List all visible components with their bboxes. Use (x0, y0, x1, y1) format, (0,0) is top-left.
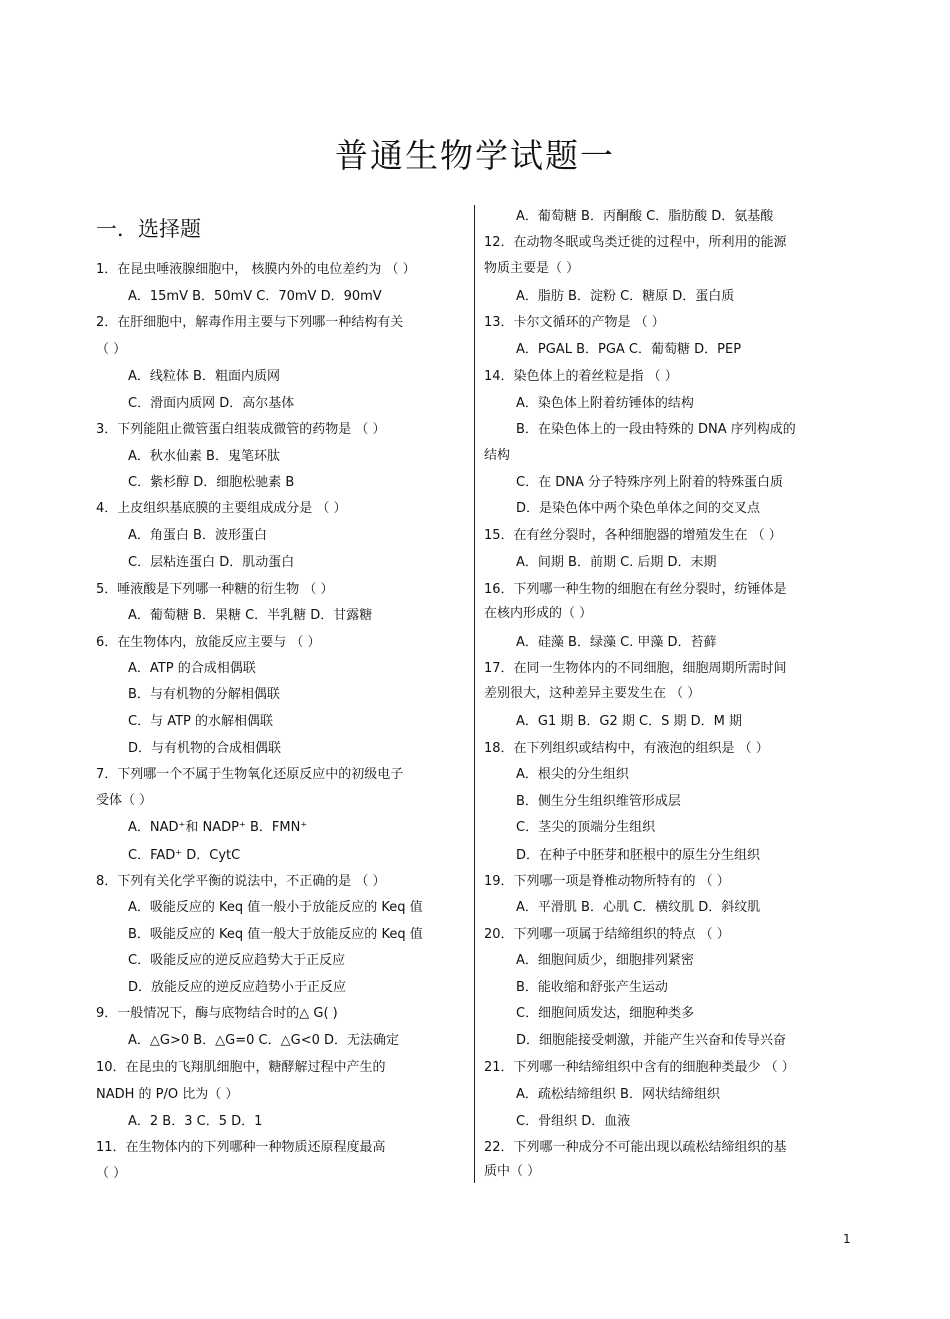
question-line: 11．在生物体内的下列哪种一种物质还原程度最高 (96, 1140, 386, 1155)
answer-option-line: C．细胞间质发达，细胞种类多 (516, 1006, 695, 1021)
answer-option-line: B．与有机物的分解相偶联 (128, 687, 280, 702)
answer-option-line: A．15mV B．50mV C．70mV D．90mV (128, 289, 382, 304)
question-line: 物质主要是（ ） (484, 261, 580, 276)
question-line: 2．在肝细胞中，解毒作用主要与下列哪一种结构有关 (96, 315, 404, 330)
answer-option-line: A．平滑肌 B．心肌 C．横纹肌 D．斜纹肌 (516, 900, 761, 915)
answer-option-line: A．PGAL B．PGA C．葡萄糖 D．PEP (516, 342, 742, 357)
question-line: 质中（ ） (484, 1164, 541, 1179)
question-line: 在核内形成的（ ） (484, 606, 593, 621)
question-line: 14．染色体上的着丝粒是指 （ ） (484, 369, 678, 384)
answer-option-line: A．线粒体 B．粗面内质网 (128, 369, 280, 384)
answer-option-line: A．根尖的分生组织 (516, 767, 629, 782)
answer-option-line: A．疏松结缔组织 B．网状结缔组织 (516, 1087, 720, 1102)
answer-option-line: C．在 DNA 分子特殊序列上附着的特殊蛋白质 (516, 475, 783, 490)
answer-option-line: B．吸能反应的 Keq 值一般大于放能反应的 Keq 值 (128, 927, 423, 942)
answer-option-line: C．紫杉醇 D．细胞松驰素 B (128, 475, 295, 490)
question-line: （ ） (96, 1166, 127, 1181)
answer-option-line: A．葡萄糖 B．丙酮酸 C．脂肪酸 D．氨基酸 (516, 209, 774, 224)
answer-option-line: B．能收缩和舒张产生运动 (516, 980, 668, 995)
question-line: 16．下列哪一种生物的细胞在有丝分裂时，纺锤体是 (484, 582, 787, 597)
answer-option-line: A．硅藻 B．绿藻 C. 甲藻 D．苔藓 (516, 635, 717, 650)
column-divider (474, 205, 475, 1183)
question-line: 5．唾液酸是下列哪一种糖的衍生物 （ ） (96, 582, 334, 597)
answer-option-line: A．2 B．3 C．5 D．1 (128, 1114, 263, 1129)
answer-option-line: C．骨组织 D．血液 (516, 1114, 631, 1129)
answer-option-line: A．脂肪 B．淀粉 C．糖原 D．蛋白质 (516, 289, 735, 304)
answer-option-line: D．细胞能接受刺激，并能产生兴奋和传导兴奋 (516, 1033, 787, 1048)
answer-option-line: A．吸能反应的 Keq 值一般小于放能反应的 Keq 值 (128, 900, 423, 915)
question-line: 21．下列哪一种结缔组织中含有的细胞种类最少 （ ） (484, 1060, 795, 1075)
answer-option-line: A．染色体上附着纺锤体的结构 (516, 396, 694, 411)
answer-option-line: A．细胞间质少，细胞排列紧密 (516, 953, 694, 968)
answer-option-line: D．与有机物的合成相偶联 (128, 741, 282, 756)
answer-option-line: A．间期 B．前期 C. 后期 D．末期 (516, 555, 717, 570)
answer-option-line: D．放能反应的逆反应趋势小于正反应 (128, 980, 347, 995)
question-line: 12．在动物冬眠或鸟类迁徙的过程中，所利用的能源 (484, 235, 787, 250)
answer-option-line: C．与 ATP 的水解相偶联 (128, 714, 274, 729)
answer-option-line: D．是染色体中两个染色单体之间的交叉点 (516, 501, 761, 516)
question-line: 13．卡尔文循环的产物是 （ ） (484, 315, 665, 330)
answer-option-line: C．吸能反应的逆反应趋势大于正反应 (128, 953, 346, 968)
question-line: 17．在同一生物体内的不同细胞，细胞周期所需时间 (484, 661, 787, 676)
question-line: 6．在生物体内，放能反应主要与 （ ） (96, 635, 321, 650)
page-title: 普通生物学试题一 (335, 136, 615, 175)
answer-option-line: A．葡萄糖 B．果糖 C．半乳糖 D．甘露糖 (128, 608, 373, 623)
answer-option-line: A．G1 期 B．G2 期 C．S 期 D．M 期 (516, 714, 742, 729)
question-line: 20．下列哪一项属于结缔组织的特点 （ ） (484, 927, 730, 942)
question-line: 3．下列能阻止微管蛋白组装成微管的药物是 （ ） (96, 422, 386, 437)
question-line: 8．下列有关化学平衡的说法中，不正确的是 （ ） (96, 874, 386, 889)
question-line: 受体（ ） (96, 793, 153, 808)
question-line: （ ） (96, 342, 127, 357)
answer-option-line: A．ATP 的合成相偶联 (128, 661, 256, 676)
answer-option-line: A．NAD⁺和 NADP⁺ B．FMN⁺ (128, 820, 308, 835)
question-line: 7．下列哪一个不属于生物氧化还原反应中的初级电子 (96, 767, 404, 782)
page-number: 1 (843, 1232, 851, 1246)
answer-option-line: B．在染色体上的一段由特殊的 DNA 序列构成的 (516, 422, 796, 437)
question-line: 18．在下列组织或结构中，有液泡的组织是 （ ） (484, 741, 769, 756)
answer-option-line: C．层粘连蛋白 D．肌动蛋白 (128, 555, 295, 570)
question-line: 9．一般情况下，酶与底物结合时的△ G( ) (96, 1006, 338, 1021)
answer-option-line: C．茎尖的顶端分生组织 (516, 820, 656, 835)
answer-option-line: A．秋水仙素 B．鬼笔环肽 (128, 449, 280, 464)
question-line: 1．在昆虫唾液腺细胞中， 核膜内外的电位差约为 （ ） (96, 262, 416, 277)
answer-option-line: C．FAD⁺ D．CytC (128, 848, 241, 863)
answer-option-line: C．滑面内质网 D．高尔基体 (128, 396, 295, 411)
question-line: 22．下列哪一种成分不可能出现以疏松结缔组织的基 (484, 1140, 787, 1155)
question-line: 10．在昆虫的飞翔肌细胞中，糖酵解过程中产生的 (96, 1060, 386, 1075)
question-line: 差别很大，这种差异主要发生在 （ ） (484, 686, 701, 701)
question-line: NADH 的 P/O 比为（ ） (96, 1087, 239, 1102)
question-line: 19．下列哪一项是脊椎动物所特有的 （ ） (484, 874, 730, 889)
answer-option-line: B．侧生分生组织维管形成层 (516, 794, 681, 809)
answer-option-line: A．△G>0 B．△G=0 C．△G<0 D．无法确定 (128, 1033, 400, 1048)
question-line: 结构 (484, 448, 511, 463)
question-line: 15．在有丝分裂时，各种细胞器的增殖发生在 （ ） (484, 528, 782, 543)
question-line: 4．上皮组织基底膜的主要组成成分是 （ ） (96, 501, 347, 516)
answer-option-line: A．角蛋白 B．波形蛋白 (128, 528, 267, 543)
answer-option-line: D．在种子中胚芽和胚根中的原生分生组织 (516, 848, 761, 863)
section-heading: 一．选择题 (96, 217, 201, 241)
